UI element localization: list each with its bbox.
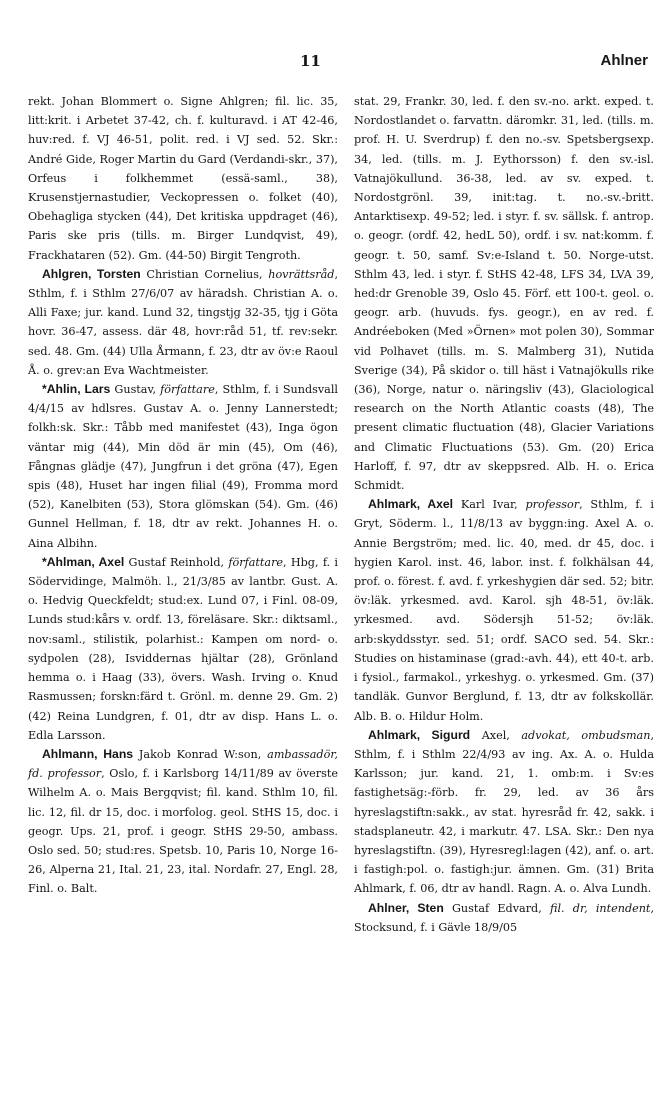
- entry-headword: Ahlmann, Hans: [42, 746, 134, 761]
- entry-body: , Sthlm, f. i Sthlm 22/4/93 av ing. Ax. A. o. Hulda Karlsson; jur. kand. 21, 1. omb:m. i Sv:es fastighetsäg:-förb. fr. 29, led. av 36 års hyreslagstiftn:sakk., av stat. hyresråd fr. 42, sakk. i stadsplaneutr. 42, i markutr. 47. LSA. Skr.: Den nya hyreslagstiftn. (39), Hyresregl:lagen (42), anf. o. art. i fastigh:pol. o. fastigh:jur. ämnen. Gm. (31) Brita Ahlmark, f. 06, dtr av handl. Ragn. A. o. Alva Lundh.: [354, 728, 654, 896]
- entry-headword: Ahlner, Sten: [368, 900, 444, 915]
- entry-given-names: Jakob Konrad W:son,: [133, 747, 268, 761]
- entry-body: , Sthlm, f. i Gryt, Söderm. l., 11/8/13 av byggn:ing. Axel A. o. Annie Bergström; med. lic. 40, med. dr 45, doc. i hygien Karol. inst. 46, labor. inst. f. folkhälsan 44, prof. o. förest. f. avd. f. yrkeshygien där sed. 52; bitr. öv:läk. yrkesmed. avd. Karol. sjh 48-51, öv:läk. yrkesmed. avd. Södersjh 51-52; öv:läk. arb:skyddsstyr. sed. 51; ordf. SACO sed. 54. Skr.: Studies on histaminase (grad:-avh. 44), ett 40-t. arb. i fysiol., farmakol., yrkeshyg. o. yrkesmed. Gm. (37) tandläk. Gunvor Berglund, f. 13, dtr av folkskollär. Alb. B. o. Hildur Holm.: [354, 498, 654, 723]
- entry-headword: Ahlmark, Axel: [368, 497, 454, 512]
- left-column: [28, 92, 338, 899]
- biography-entry: [28, 380, 338, 553]
- entry-body: , Hbg, f. i Södervidinge, Malmöh. l., 21/3/85 av lantbr. Gust. A. o. Hedvig Queckfeldt; stud:ex. Lund 07, i Finl. 08-09, Lunds stud:kårs v. ordf. 13, föreläsare. Skr.: diktsaml., nov:saml., stilistik, polarhist.: Kampen om nord- o. sydpolen (28), Isviddernas hjältar (28), Grönland hemma o. i Haag (33), övers. Wash. Irving o. Knud Rasmussen; forskn:färd t. Grönl. m. denne 29. Gm. 2) (42) Reina Lundgren, f. 01, dtr av disp. Hans L. o. Edla Larsson.: [28, 555, 338, 742]
- entry-body: stat. 29, Frankr. 30, led. f. den sv.-no. arkt. exped. t. Nordostlandet o. farvattn. däromkr. 31, led. (tills. m. prof. H. U. Sverdrup) f. den no.-sv. Spetsbergsexp. 34, led. (tills. m. J. Eythorsson) f. den sv.-isl. Vatnajökullund. 36-38, led. av sv. exped. t. Nordostgrönl. 39, init:tag. t. no.-sv.-britt. Antarktisexp. 49-52; led. i styr. f. sv. sällsk. f. antrop. o. geogr. (ordf. 42, hedL 50), ordf. i sv. nat:komm. f. geogr. t. 50, samf. Sv:e-Island t. 50. Norge-utst. Sthlm 43, led. i styr. f. StHS 42-48, LFS 34, LVA 39, hed:dr Grenoble 39, Oslo 45. Förf. ett 100-t. geol. o. geogr. arb. (huvuds. fys. geogr.), en av red. f. Andréeboken (Med »Örnen» mot polen 30), Sommar vid Polhavet (tills. m. S. Malmberg 31), Nutida Sverige (34), På skidor o. till häst i Vatnajökulls rike (36), Norge, natur o. näringsliv (43), Glaciological research on the North Atlantic coasts (48), The present climatic fluctuation (48), Glacier Variations and Climatic Fluctuations (53). Gm. (20) Erica Harloff, f. 97, dtr av skeppsred. Alb. H. o. Erica Schmidt.: [354, 95, 654, 493]
- entry-given-names: Gustav,: [110, 383, 161, 397]
- biography-entry: [354, 899, 654, 937]
- entry-given-names: Karl Ivar,: [453, 498, 526, 512]
- entry-given-names: Gustaf Edvard,: [443, 901, 550, 915]
- biography-entry: [354, 495, 654, 725]
- entry-occupation: fil. dr, intendent: [549, 901, 651, 915]
- entry-given-names: Gustaf Reinhold,: [124, 555, 229, 569]
- entry-body: , Sthlm, f. i Sundsvall 4/4/15 av hdlsres. Gustav A. o. Jenny Lannerstedt; folkh:sk. Skr.: Tåbb med manifestet (43), Inga ögon väntar mig (44), Min död är min (45), Om (46), Fångnas glädje (47), Jungfrun i det gröna (47), Egen spis (48), Huset har ingen filial (49), Fromma mord (52), Kanelbiten (53), Stora glömskan (54). Gm. (46) Gunnel Hellman, f. 18, dtr av rekt. Johannes H. o. Aina Albihn.: [28, 383, 338, 550]
- page-header: [0, 52, 672, 74]
- entry-body: , Oslo, f. i Karlsborg 14/11/89 av överste Wilhelm A. o. Mais Bergqvist; fil. kand. Sthlm 10, fil. lic. 12, fil. dr 15, doc. i morfolog. geol. StHS 15, doc. i geogr. Ups. 21, prof. i geogr. StHS 29-50, ambass. Oslo sed. 50; stud:res. Spetsb. 10, Paris 10, Norge 16-26, Alperna 21, Ital. 21, 23, ital. Nordafr. 27, Engl. 28, Finl. o. Balt.: [28, 767, 338, 896]
- entry-headword: Ahlmark, Sigurd: [368, 727, 471, 742]
- entry-headword: Ahlgren, Torsten: [42, 266, 141, 281]
- entry-given-names: Axel,: [470, 728, 522, 742]
- entry-occupation: professor: [525, 498, 580, 512]
- biography-entry: [28, 553, 338, 745]
- entry-given-names: Christian Cornelius,: [140, 267, 269, 281]
- entry-body: rekt. Johan Blommert o. Signe Ahlgren; fil. lic. 35, litt:krit. i Arbetet 37-42, ch. f. kulturavd. i AT 42-46, huv:red. f. VJ 46-51, polit. red. i VJ sed. 52. Skr.: André Gide, Roger Martin du Gard (Verdandi-skr., 37), Orfeus i folkhemmet (essä-saml., 38), Krusenstjernastudier, Veckopressen o. folket (40), Obehagliga stycken (44), Det kritiska uppdraget (46), Paris ske pris (tills. m. Birger Lundqvist, 49), Frackhataren (52). Gm. (44-50) Birgit Tengroth.: [28, 95, 338, 262]
- running-head: Ahlner: [600, 52, 648, 69]
- biography-entry: [354, 726, 654, 899]
- continuation-entry: [28, 92, 338, 265]
- entry-body: , Stocksund, f. i Gävle 18/9/05: [354, 901, 654, 934]
- entry-occupation: författare: [228, 555, 284, 569]
- right-column: [354, 92, 654, 937]
- entry-headword: *Ahlin, Lars: [42, 382, 111, 397]
- entry-occupation: ambassadör, fd. professor: [28, 747, 338, 781]
- entry-headword: *Ahlman, Axel: [42, 554, 125, 569]
- continuation-entry: [354, 92, 654, 495]
- page-number: 11: [300, 52, 321, 70]
- biography-entry: [28, 265, 338, 380]
- entry-occupation: författare: [160, 383, 215, 397]
- entry-occupation: advokat, ombudsman: [521, 728, 651, 742]
- entry-body: , Sthlm, f. i Sthlm 27/6/07 av häradsh. Christian A. o. Alli Faxe; jur. kand. Lund 32, tingstjg 32-35, tjg i Göta hovr. 36-47, assess. där 48, hovr:råd 51, tf. rev:sekr. sed. 48. Gm. (44) Ulla Årmann, f. 23, dtr av öv:e Raoul Å. o. grev:an Eva Wachtmeister.: [28, 267, 338, 377]
- entry-occupation: hovrättsråd: [268, 267, 335, 281]
- biography-entry: [28, 745, 338, 899]
